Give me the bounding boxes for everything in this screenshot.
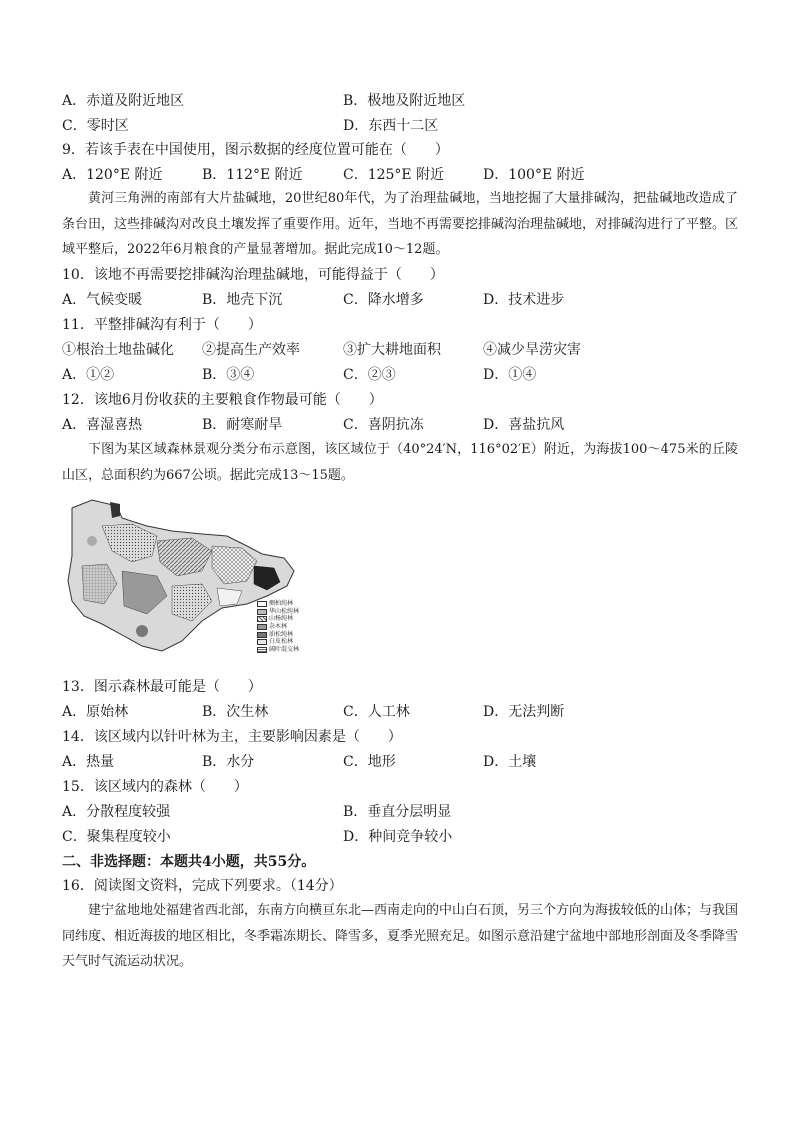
legend-label: 阔叶混交林 bbox=[269, 646, 300, 654]
q9-stem: 9．若该手表在中国使用，图示数据的经度位置可能在（ ） bbox=[62, 142, 449, 158]
legend-swatch bbox=[257, 609, 267, 615]
legend-item bbox=[257, 600, 299, 608]
q10-option-b: B．地壳下沉 bbox=[202, 292, 283, 308]
q12-option-c: C．喜阴抗冻 bbox=[343, 417, 424, 433]
q11-stem: 11．平整排碱沟有利于（ ） bbox=[62, 317, 262, 333]
q8-option-b: B．极地及附近地区 bbox=[343, 93, 466, 109]
legend-item bbox=[257, 623, 299, 631]
legend-swatch bbox=[257, 601, 267, 607]
legend-swatch bbox=[257, 624, 267, 630]
legend-label: 华山松纯林 bbox=[269, 607, 300, 615]
patch-small-2 bbox=[87, 536, 97, 546]
q10-option-a: A．气候变暖 bbox=[62, 292, 143, 308]
q12-option-b: B．耐寒耐旱 bbox=[202, 417, 283, 433]
q12-option-a: A．喜湿喜热 bbox=[62, 417, 143, 433]
passage-yellow-river-delta: 黄河三角洲的南部有大片盐碱地，20世纪80年代，为了治理盐碱地，当地挖掘了大量排碱沟，把盐碱地改造成了条台田，这些排碱沟对改良土壤发挥了重要作用。近年，当地不再需要挖排碱沟治理盐碱地，对排碱沟进行了平整。区域平整后，2022年6月粮食的产量显著增加。据此完成10～12题。 bbox=[62, 191, 739, 257]
passage-forest-region: 下图为某区域森林景观分类分布示意图，该区域位于（40°24′N，116°02′E）附近，为海拔100～475米的丘陵山区，总面积约为667公顷。据此完成13～15题。 bbox=[62, 442, 738, 483]
q13-option-c: C．人工林 bbox=[343, 704, 410, 720]
q13-option-b: B．次生林 bbox=[202, 704, 269, 720]
q11-statement-4: ④减少旱涝灾害 bbox=[483, 342, 581, 358]
patch-small-1 bbox=[136, 625, 148, 637]
q11-option-c: C．②③ bbox=[343, 367, 396, 383]
legend-item bbox=[257, 615, 299, 623]
q14-option-c: C．地形 bbox=[343, 754, 396, 770]
legend-item bbox=[257, 646, 299, 654]
q11-option-a: A．①② bbox=[62, 367, 115, 383]
q11-option-b: B．③④ bbox=[202, 367, 255, 383]
legend-item bbox=[257, 638, 299, 646]
q14-stem: 14．该区域内以针叶林为主，主要影响因素是（ ） bbox=[62, 729, 402, 745]
q13-stem: 13．图示森林最可能是（ ） bbox=[62, 679, 262, 695]
q12-option-d: D．喜盐抗风 bbox=[483, 417, 565, 433]
q13-option-d: D．无法判断 bbox=[483, 704, 565, 720]
passage-jianning-basin: 建宁盆地地处福建省西北部，东南方向横亘东北—西南走向的中山白石顶，另三个方向为海拔较低的山体；与我国同纬度、相近海拔的地区相比，冬季霜冻期长、降雪多，夏季光照充足。如图示意沿建宁盆地中部地形剖面及冬季降雪天气时气流运动状况。 bbox=[62, 903, 739, 969]
q14-option-b: B．水分 bbox=[202, 754, 255, 770]
q10-stem: 10．该地不再需要挖排碱沟治理盐碱地，可能得益于（ ） bbox=[62, 267, 444, 283]
q13-option-a: A．原始林 bbox=[62, 704, 129, 720]
q11-statement-1: ①根治土地盐碱化 bbox=[62, 342, 174, 358]
q10-option-d: D．技术进步 bbox=[483, 292, 565, 308]
legend-swatch bbox=[257, 632, 267, 638]
q15-option-a: A．分散程度较强 bbox=[62, 804, 171, 820]
q11-option-d: D．①④ bbox=[483, 367, 537, 383]
legend-swatch bbox=[257, 639, 267, 645]
q9-option-d: D．100°E 附近 bbox=[483, 167, 585, 183]
q12-stem: 12．该地6月份收获的主要粮食作物最可能（ ） bbox=[62, 392, 383, 408]
q15-option-c: C．聚集程度较小 bbox=[62, 829, 171, 845]
q11-statement-3: ③扩大耕地面积 bbox=[343, 342, 441, 358]
legend-label: 侧柏纯林 bbox=[269, 600, 294, 607]
legend-swatch bbox=[257, 616, 267, 622]
legend-swatch bbox=[257, 647, 267, 653]
legend-label: 白皮松林 bbox=[269, 638, 294, 646]
q15-option-b: B．垂直分层明显 bbox=[343, 804, 452, 820]
q10-option-c: C．降水增多 bbox=[343, 292, 424, 308]
q8-option-a: A．赤道及附近地区 bbox=[62, 93, 185, 109]
q9-option-c: C．125°E 附近 bbox=[343, 167, 445, 183]
legend-label: 油松纯林 bbox=[269, 630, 294, 638]
q15-stem: 15．该区域内的森林（ ） bbox=[62, 779, 248, 795]
q9-option-a: A．120°E 附近 bbox=[62, 167, 163, 183]
q8-option-c: C．零时区 bbox=[62, 118, 129, 134]
map-legend bbox=[257, 600, 299, 654]
q15-option-d: D．种间竞争较小 bbox=[343, 829, 453, 845]
q14-option-d: D．土壤 bbox=[483, 754, 537, 770]
legend-label: 山杨纯林 bbox=[269, 615, 294, 623]
section-2-heading: 二、非选择题：本题共4小题，共55分。 bbox=[62, 854, 316, 870]
q11-statement-2: ②提高生产效率 bbox=[202, 342, 300, 358]
q8-option-d: D．东西十二区 bbox=[343, 118, 439, 134]
q9-option-b: B．112°E 附近 bbox=[202, 167, 303, 183]
q16-stem: 16．阅读图文资料，完成下列要求。（14分） bbox=[62, 878, 343, 894]
q14-option-a: A．热量 bbox=[62, 754, 115, 770]
forest-distribution-map bbox=[62, 496, 302, 664]
legend-label: 杂木林 bbox=[269, 623, 288, 631]
